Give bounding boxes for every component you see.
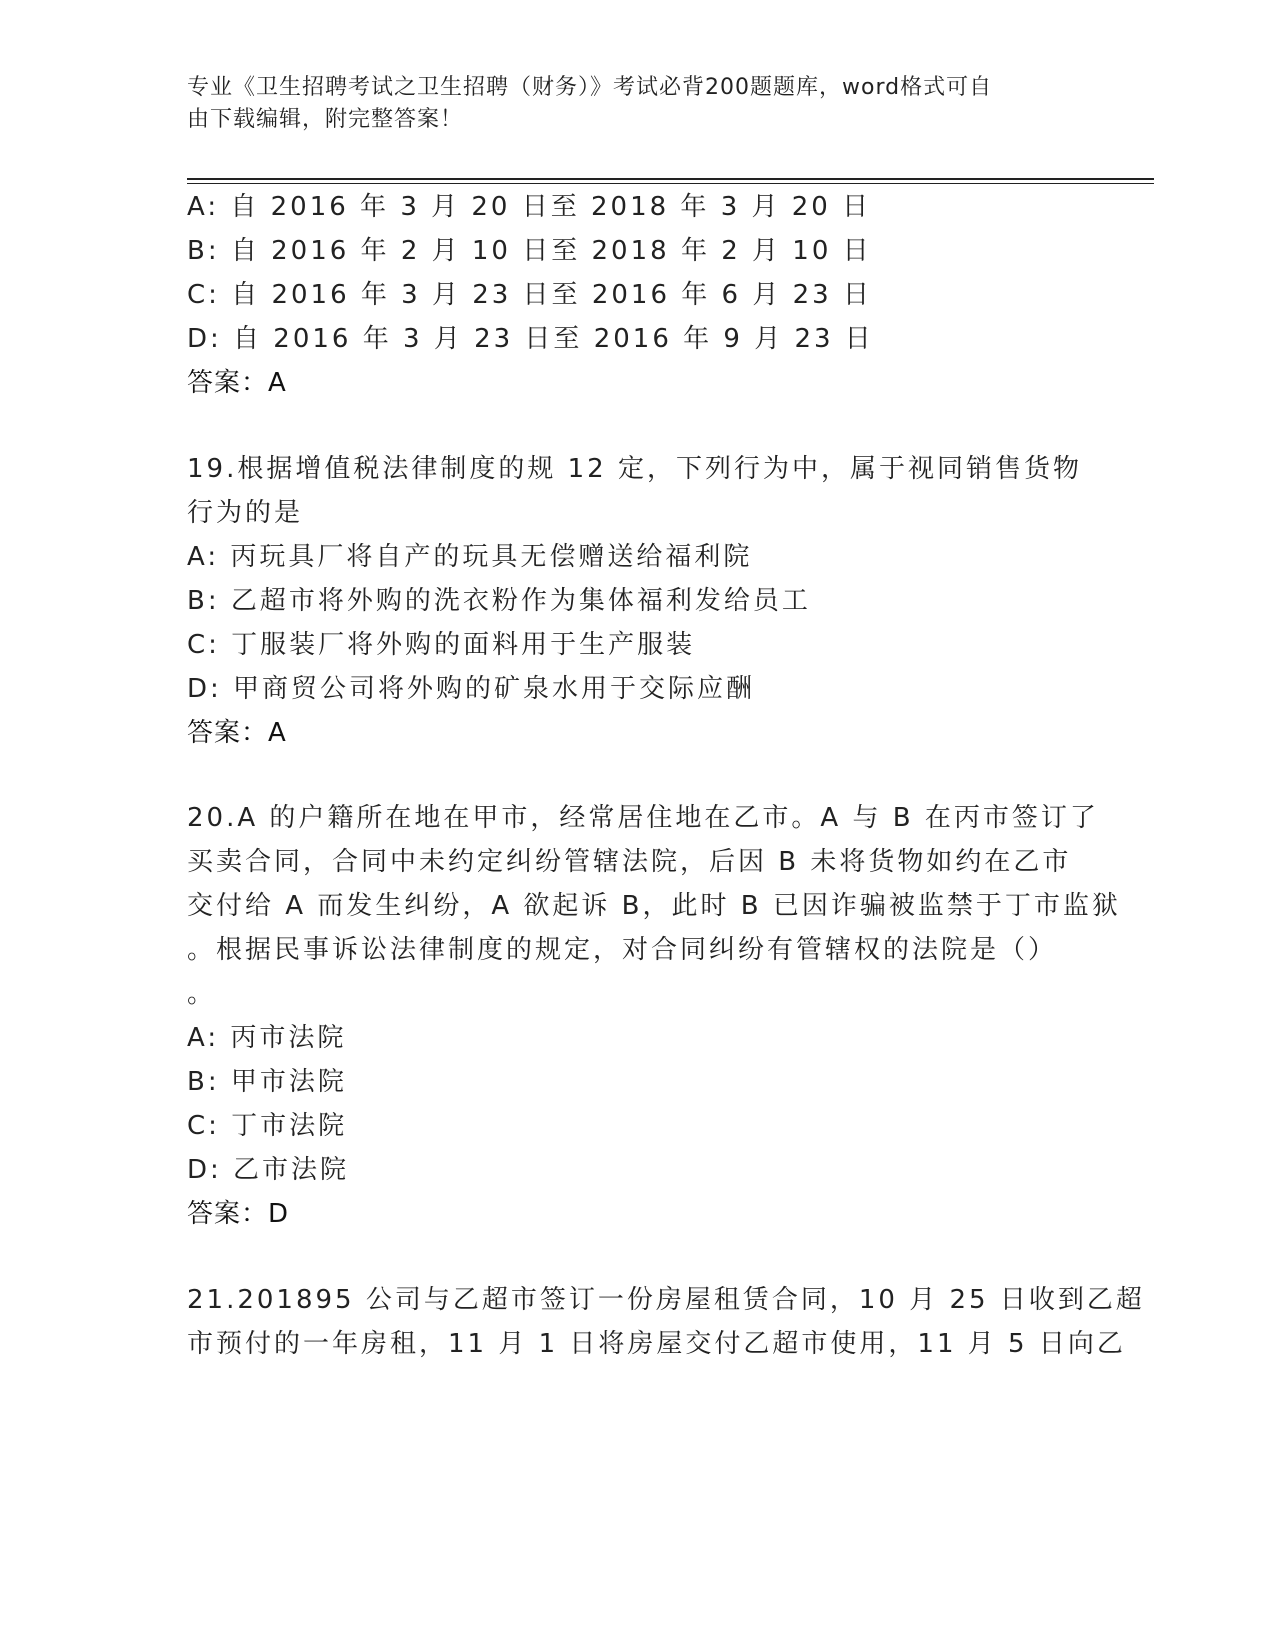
q19-option-c: C: 丁服装厂将外购的面料用于生产服装: [187, 630, 696, 660]
q19-answer: 答案：A: [187, 718, 287, 748]
q20-answer: 答案：D: [187, 1199, 290, 1229]
q20-option-b: B: 甲市法院: [187, 1067, 347, 1097]
q18-answer: 答案：A: [187, 368, 287, 398]
header-rule-thick: [187, 178, 1154, 180]
q19-option-d: D: 甲商贸公司将外购的矿泉水用于交际应酬: [187, 674, 756, 704]
q19-option-a: A: 丙玩具厂将自产的玩具无偿赠送给福利院: [187, 542, 753, 572]
q20-option-c: C: 丁市法院: [187, 1111, 348, 1141]
header-line-1: 专业《卫生招聘考试之卫生招聘（财务）》考试必背200题题库，word格式可自: [187, 75, 993, 100]
q21-stem-line-2: 市预付的一年房租，11 月 1 日将房屋交付乙超市使用，11 月 5 日向乙: [187, 1329, 1126, 1359]
q20-stem-line-2: 买卖合同，合同中未约定纠纷管辖法院，后因 B 未将货物如约在乙市: [187, 847, 1072, 877]
q19-option-b: B: 乙超市将外购的洗衣粉作为集体福利发给员工: [187, 586, 811, 616]
q19-stem-line-2: 行为的是: [187, 498, 304, 528]
q20-option-a: A: 丙市法院: [187, 1023, 347, 1053]
q20-stem-line-1: 20.A 的户籍所在地在甲市，经常居住地在乙市。A 与 B 在丙市签订了: [187, 803, 1099, 833]
q20-stem-line-3: 交付给 A 而发生纠纷，A 欲起诉 B，此时 B 已因诈骗被监禁于丁市监狱: [187, 891, 1121, 921]
q21-stem-line-1: 21.201895 公司与乙超市签订一份房屋租赁合同，10 月 25 日收到乙超: [187, 1285, 1145, 1315]
q20-stem-line-5: 。: [187, 979, 217, 1009]
q18-option-d: D: 自 2016 年 3 月 23 日至 2016 年 9 月 23 日: [187, 324, 874, 354]
q18-option-b: B: 自 2016 年 2 月 10 日至 2018 年 2 月 10 日: [187, 236, 872, 266]
q20-stem-line-4: 。根据民事诉讼法律制度的规定，对合同纠纷有管辖权的法院是（）: [187, 935, 1058, 965]
q19-stem-line-1: 19.根据增值税法律制度的规 12 定，下列行为中，属于视同销售货物: [187, 454, 1082, 484]
q20-option-d: D: 乙市法院: [187, 1155, 350, 1185]
header-rule-thin: [187, 183, 1154, 184]
q18-option-c: C: 自 2016 年 3 月 23 日至 2016 年 6 月 23 日: [187, 280, 872, 310]
document-header: [187, 72, 1087, 136]
header-line-2: 由下载编辑，附完整答案！: [187, 107, 464, 132]
q18-option-a: A: 自 2016 年 3 月 20 日至 2018 年 3 月 20 日: [187, 192, 872, 222]
